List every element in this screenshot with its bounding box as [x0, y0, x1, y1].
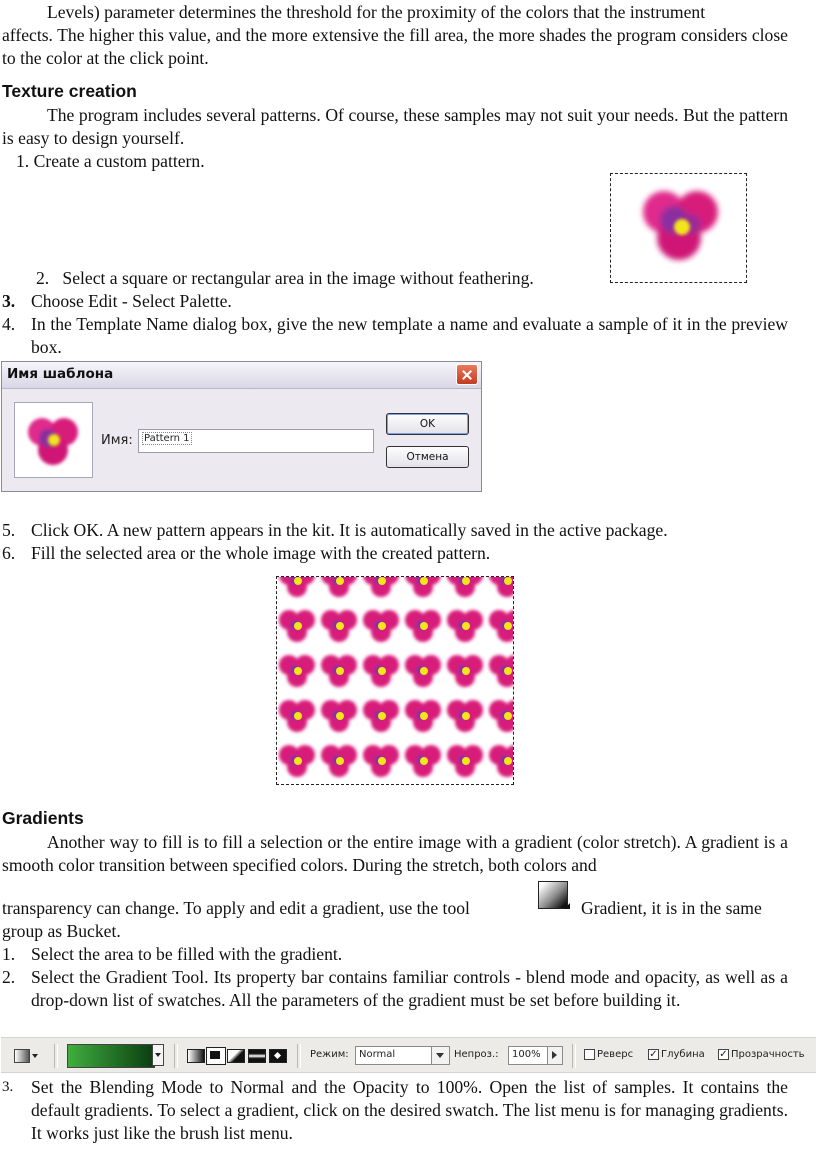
gradients-step-2: Select the Gradient Tool. Its property bar contains familiar controls - blend mode and opacity, as well as a drop-down list of swatches. All the parameters of the gradient must be set before building it. — [31, 967, 788, 1010]
section-heading-texture: Texture creation — [2, 81, 137, 101]
texture-step-2 — [36, 267, 534, 290]
gradient-tool-icon — [537, 879, 573, 913]
gradients-step-3: Set the Blending Mode to Normal and the Opacity to 100%. Open the list of samples. It contains the default gradients. To select a gradient, click on the desired swatch. The list menu is for managing gradients. It works just like the brush list menu. — [31, 1077, 788, 1143]
flower-preview-image — [15, 403, 92, 477]
pattern-preview — [14, 402, 93, 478]
pattern-flower — [405, 745, 441, 777]
intro-rest: affects. The higher this value, and the more extensive the fill area, the more shades the program considers close to the color at the click point. — [2, 25, 788, 68]
texture-step-3: Choose Edit - Select Palette. — [31, 291, 232, 311]
chevron-down-icon — [431, 1047, 449, 1064]
angle-gradient-icon[interactable] — [227, 1049, 245, 1063]
pattern-flower — [363, 745, 399, 777]
texture-step-4: In the Template Name dialog box, give the new template a name and evaluate a sample of it in the preview box. — [31, 314, 788, 357]
pattern-flower — [447, 610, 483, 642]
template-name-dialog — [1, 361, 482, 492]
step-number: 4. — [2, 314, 16, 334]
dither-label: Глубина — [661, 1049, 705, 1060]
pattern-name-value: Pattern 1 — [144, 433, 190, 444]
texture-step-1 — [16, 150, 205, 173]
gradient-swatch-picker[interactable] — [67, 1044, 155, 1068]
gradients-text-after-tool: Gradient, it is in the same — [581, 898, 762, 918]
section-heading-gradients: Gradients — [2, 808, 84, 828]
pattern-flower — [279, 577, 315, 597]
chevron-down-icon[interactable] — [32, 1054, 38, 1058]
step-text: Select a square or rectangular area in the image without feathering. — [62, 268, 534, 288]
gradient-dropdown-button[interactable] — [152, 1044, 164, 1066]
gradients-paragraph-a: Another way to fill is to fill a selection or the entire image with a gradient (color stretch). A gradient is a smooth color transition between specified colors. During the stretch, both colors and — [2, 832, 788, 875]
dither-checkbox[interactable]: ✓ — [649, 1049, 658, 1060]
gradients-step-1: Select the area to be filled with the gradient. — [31, 944, 343, 964]
mode-label: Режим: — [310, 1049, 349, 1060]
transparency-checkbox[interactable]: ✓ — [719, 1049, 728, 1060]
step-text: Create a custom pattern. — [33, 151, 205, 171]
pattern-flower — [279, 610, 315, 642]
transparency-label: Прозрачность — [731, 1049, 805, 1060]
pattern-flower — [447, 655, 483, 687]
pattern-flower — [405, 577, 441, 597]
step-number: 3. — [2, 291, 16, 311]
pattern-flower — [363, 655, 399, 687]
step-number: 6. — [2, 543, 16, 563]
pattern-flower — [279, 745, 315, 777]
dialog-title-bar — [2, 362, 481, 389]
step-number: 1. — [2, 944, 16, 964]
texture-step-5: Click OK. A new pattern appears in the kit. It is automatically saved in the active package. — [31, 520, 668, 540]
step-number: 2. — [36, 268, 50, 288]
chevron-down-icon — [155, 1053, 161, 1057]
pattern-flower — [363, 610, 399, 642]
pattern-flower — [321, 655, 357, 687]
pattern-flower — [489, 745, 513, 777]
intro-line-1: Levels) parameter determines the threshold for the proximity of the colors that the instrument — [47, 2, 706, 22]
pattern-flower — [489, 610, 513, 642]
pattern-flower — [447, 700, 483, 732]
step-number: 2. — [2, 967, 16, 987]
pattern-flower — [447, 745, 483, 777]
pattern-flower — [321, 700, 357, 732]
reverse-checkbox[interactable] — [584, 1049, 595, 1060]
step-number: 5. — [2, 520, 16, 540]
reverse-label: Реверс — [597, 1049, 634, 1060]
cancel-button[interactable]: Отмена — [386, 446, 469, 468]
pattern-flower — [279, 700, 315, 732]
radial-gradient-icon[interactable] — [206, 1047, 226, 1065]
opacity-label: Непроз.: — [454, 1049, 499, 1060]
tool-preset-icon[interactable] — [14, 1049, 30, 1063]
step-number: 1. — [16, 151, 30, 171]
name-label: Имя: — [101, 433, 133, 448]
ok-button[interactable]: OK — [386, 413, 469, 435]
pattern-flower — [489, 577, 513, 597]
close-icon[interactable] — [456, 364, 478, 385]
gradients-paragraph-b-line1 — [2, 897, 470, 920]
chevron-right-icon — [547, 1047, 562, 1064]
pattern-flower — [363, 577, 399, 597]
texture-intro-paragraph: The program includes several patterns. Of course, these samples may not suit your needs. But the pattern is easy to design yourself. — [2, 105, 788, 148]
texture-step-6: Fill the selected area or the whole image with the created pattern. — [31, 543, 491, 563]
pattern-flower — [405, 655, 441, 687]
diamond-gradient-icon[interactable] — [269, 1049, 287, 1063]
opacity-input[interactable] — [508, 1046, 563, 1065]
pattern-name-input[interactable] — [138, 429, 374, 453]
dialog-title: Имя шаблона — [7, 366, 114, 382]
pattern-fill-figure — [276, 576, 514, 785]
pattern-flower — [279, 655, 315, 687]
pattern-flower — [447, 577, 483, 597]
linear-gradient-icon[interactable] — [187, 1049, 205, 1063]
opacity-value: 100% — [512, 1049, 541, 1060]
flower-image — [611, 174, 746, 282]
pattern-flower — [363, 700, 399, 732]
flower-selection-figure — [610, 173, 747, 283]
pattern-fill-image — [277, 577, 513, 784]
gradients-paragraph-b-line2: group as Bucket. — [2, 921, 121, 941]
gradients-text-before-tool: transparency can change. To apply and edit a gradient, use the tool — [2, 898, 470, 918]
blend-mode-value: Normal — [359, 1049, 396, 1060]
pattern-flower — [321, 610, 357, 642]
pattern-flower — [489, 655, 513, 687]
pattern-flower — [321, 745, 357, 777]
pattern-flower — [405, 700, 441, 732]
reflected-gradient-icon[interactable] — [248, 1049, 266, 1063]
pattern-flower — [405, 610, 441, 642]
gradient-options-bar — [1, 1037, 816, 1073]
pattern-flower — [321, 577, 357, 597]
step-number: 3. — [2, 1079, 14, 1095]
blend-mode-select[interactable] — [355, 1046, 450, 1065]
pattern-flower — [489, 700, 513, 732]
